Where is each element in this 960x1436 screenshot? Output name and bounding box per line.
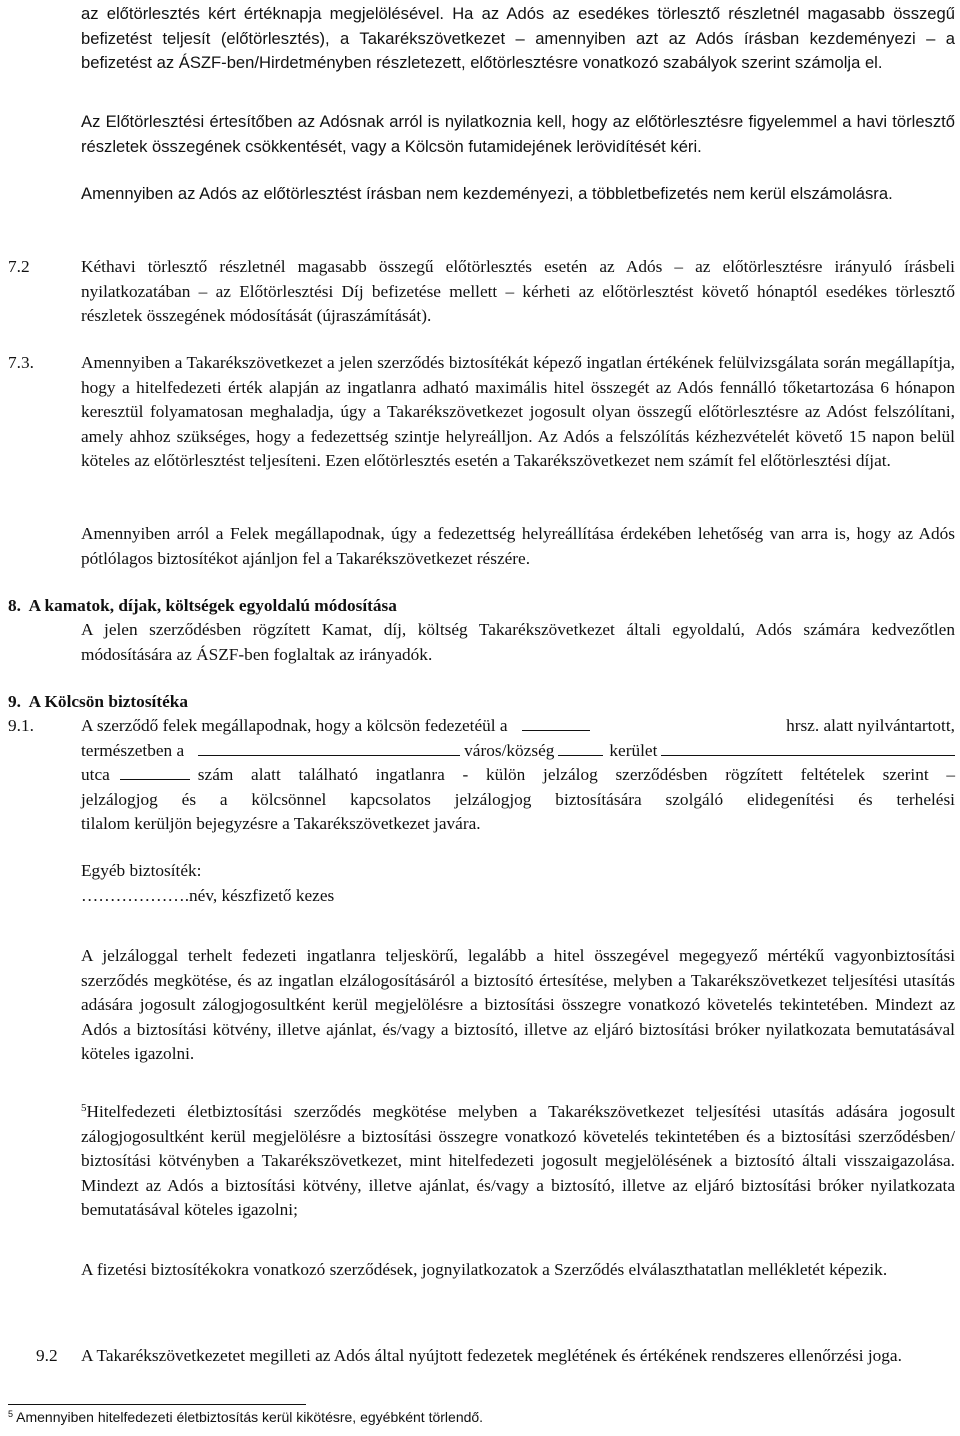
form-line-2-text-c: kerület xyxy=(609,740,658,760)
section-7-2-text: Kéthavi törlesztő részletnél magasabb összegű előtörlesztés esetén az Adós – az előtörlesztésre irányuló írásbeli nyilatkozatában – az Előtörlesztési Díj befizetése mellett – kérheti az előtörlesztést követő hónaptól esedékes törlesztő részletek összegének módosítását (újraszámítását). xyxy=(81,257,955,325)
hrsz-blank[interactable] xyxy=(522,714,590,731)
section-9-1-number: 9.1. xyxy=(8,716,34,735)
other-security-label: Egyéb biztosíték: xyxy=(81,861,202,880)
life-insurance-text: Hitelfedezeti életbiztosítási szerződés megkötése melyben a Takarékszövetkezet teljesítési utasítás adására jogosult zálogjogosultként kerül megjelölésre a biztosítási összegre vonatkozó követelés tekintetében és a biztosítási szerződésben/ biztosítási kötvényben a Takarékszövetkezet, mint hitelfedezeti jogosult megjelölésének a biztosító általi visszaigazolása. Mindezt az Adós a biztosítási kötvény, illetve ajánlat, és/vagy a biztosító, illetve az eljáró biztosítási bróker nyilatkozata bemutatásával köteles igazolni; xyxy=(81,1102,955,1219)
section-9-heading: 9. A Kölcsön biztosítéka xyxy=(8,692,189,711)
annex-paragraph: A fizetési biztosítékokra vonatkozó szerződések, jognyilatkozatok a Szerződés elválaszthatatlan mellékletét képezik. xyxy=(81,1260,888,1279)
kerulet-blank[interactable] xyxy=(661,739,955,756)
form-line-1 xyxy=(81,714,955,739)
form-line-1-text-a: A szerződő felek megállapodnak, hogy a kölcsön fedezetéül a xyxy=(81,716,508,735)
other-security-value: ……………….név, készfizető kezes xyxy=(81,886,335,905)
section-8-heading: 8. A kamatok, díjak, költségek egyoldalú módosítása xyxy=(8,596,397,615)
paragraph-no-initiation: Amennyiben az Adós az előtörlesztést írásban nem kezdeményezi, a többletbefizetés nem kerül elszámolásra. xyxy=(81,184,893,203)
district-blank[interactable] xyxy=(558,739,603,756)
section-9-2-text: A Takarékszövetkezetet megilleti az Adós által nyújtott fedezetek meglétének és értékének rendszeres ellenőrzési joga. xyxy=(81,1346,902,1365)
paragraph-prepayment-settlement: az előtörlesztés kért értéknapja megjelölésével. Ha az Adós az esedékes törlesztő részletnél magasabb összegű befizetést teljesít (előtörlesztés), a Takarékszövetkezet – amennyiben azt az Adós írásban kezdeményezi – a befizetést az ÁSZF-ben/Hirdetményben részletezett, előtörlesztésre vonatkozó szabályok szerint számolja el. xyxy=(81,4,955,72)
section-8-text: A jelen szerződésben rögzített Kamat, díj, költség Takarékszövetkezet általi egyoldalú, Adós számára kedvezőtlen módosítására az ÁSZF-ben foglaltak az irányadók. xyxy=(81,620,955,664)
section-7-2-number: 7.2 xyxy=(8,257,30,276)
section-9-2-number: 9.2 xyxy=(36,1346,58,1365)
form-line-2-text-a: természetben a xyxy=(81,740,185,760)
property-insurance-paragraph: A jelzáloggal terhelt fedezeti ingatlanra teljeskörű, legalább a hitel összegével megegyező mértékű vagyonbiztosítási szerződés megkötése, és az ingatlan elzálogosításáról a biztosító értesítése, melyben a Takarékszövetkezet teljesítési utasítás adására jogosult zálogjogosultként kerül megjelölésre a biztosítási összegre vonatkozó követelés tekintetében. Mindezt az Adós a biztosítási kötvény, illetve ajánlat, és/vagy a biztosító, illetve az eljáró biztosítási bróker nyilatkozata bemutatásával köteles igazolni. xyxy=(81,946,955,1063)
footnote-text: Amennyiben hitelfedezeti életbiztosítás kerül kikötésre, egyébként törlendő. xyxy=(13,1409,484,1425)
section-7-3-additional-security: Amennyiben arról a Felek megállapodnak, úgy a fedezettség helyreállítása érdekében lehetőség van arra is, hogy az Adós pótlólagos biztosítékot ajánljon fel a Takarékszövetkezet részére. xyxy=(81,524,955,568)
form-line-3-text-a: utca xyxy=(81,765,110,784)
form-line-2-text-b: város/község xyxy=(464,740,555,760)
city-blank[interactable] xyxy=(198,739,460,756)
form-line-1-text-b: hrsz. alatt nyilvántartott, xyxy=(786,716,955,735)
footnote-divider xyxy=(8,1404,306,1405)
form-line-5: tilalom kerüljön bejegyzésre a Takarékszövetkezet javára. xyxy=(81,814,481,833)
street-blank[interactable] xyxy=(120,763,190,780)
form-line-3 xyxy=(81,763,955,788)
section-7-3-text: Amennyiben a Takarékszövetkezet a jelen szerződés biztosítékát képező ingatlan értékének felülvizsgálata során megállapítja, hogy a hitelfedezeti érték alapján az ingatlanra adható maximális hitel összegét az Adós fennálló tőketartozása 6 hónapon keresztül folyamatosan meghaladja, úgy a Takarékszövetkezet jogosult olyan összegű előtörlesztésre az Adóst felszólítani, amely ahhoz szükséges, hogy a fedezettség szintje helyreálljon. Az Adós a felszólítás kézhezvételét követő 15 napon belül köteles az előtörlesztést teljesíteni. Ezen előtörlesztés esetén a Takarékszövetkezet nem számít fel előtörlesztési díjat. xyxy=(81,353,955,470)
footnote xyxy=(8,1408,483,1426)
section-9-1-form xyxy=(81,714,955,837)
form-line-4: jelzálogjog és a kölcsönnel kapcsolatos jelzálogjog biztosítására szolgáló elidegenítési és terhelési xyxy=(81,789,955,809)
footnote-number: 5 xyxy=(8,1409,14,1419)
life-insurance-paragraph xyxy=(81,1100,955,1223)
section-7-3-number: 7.3. xyxy=(8,353,34,372)
form-line-2 xyxy=(81,739,955,764)
footnote-ref-5: 5 xyxy=(81,1102,87,1114)
form-line-3-text-b: szám alatt található ingatlanra - külön jelzálog szerződésben rögzített feltételek szerint – xyxy=(197,765,955,784)
paragraph-prepayment-notice: Az Előtörlesztési értesítőben az Adósnak arról is nyilatkoznia kell, hogy az előtörlesztésre figyelemmel a havi törlesztő részletek összegének csökkentését, vagy a Kölcsön futamidejének lerövidítését kéri. xyxy=(81,112,955,156)
